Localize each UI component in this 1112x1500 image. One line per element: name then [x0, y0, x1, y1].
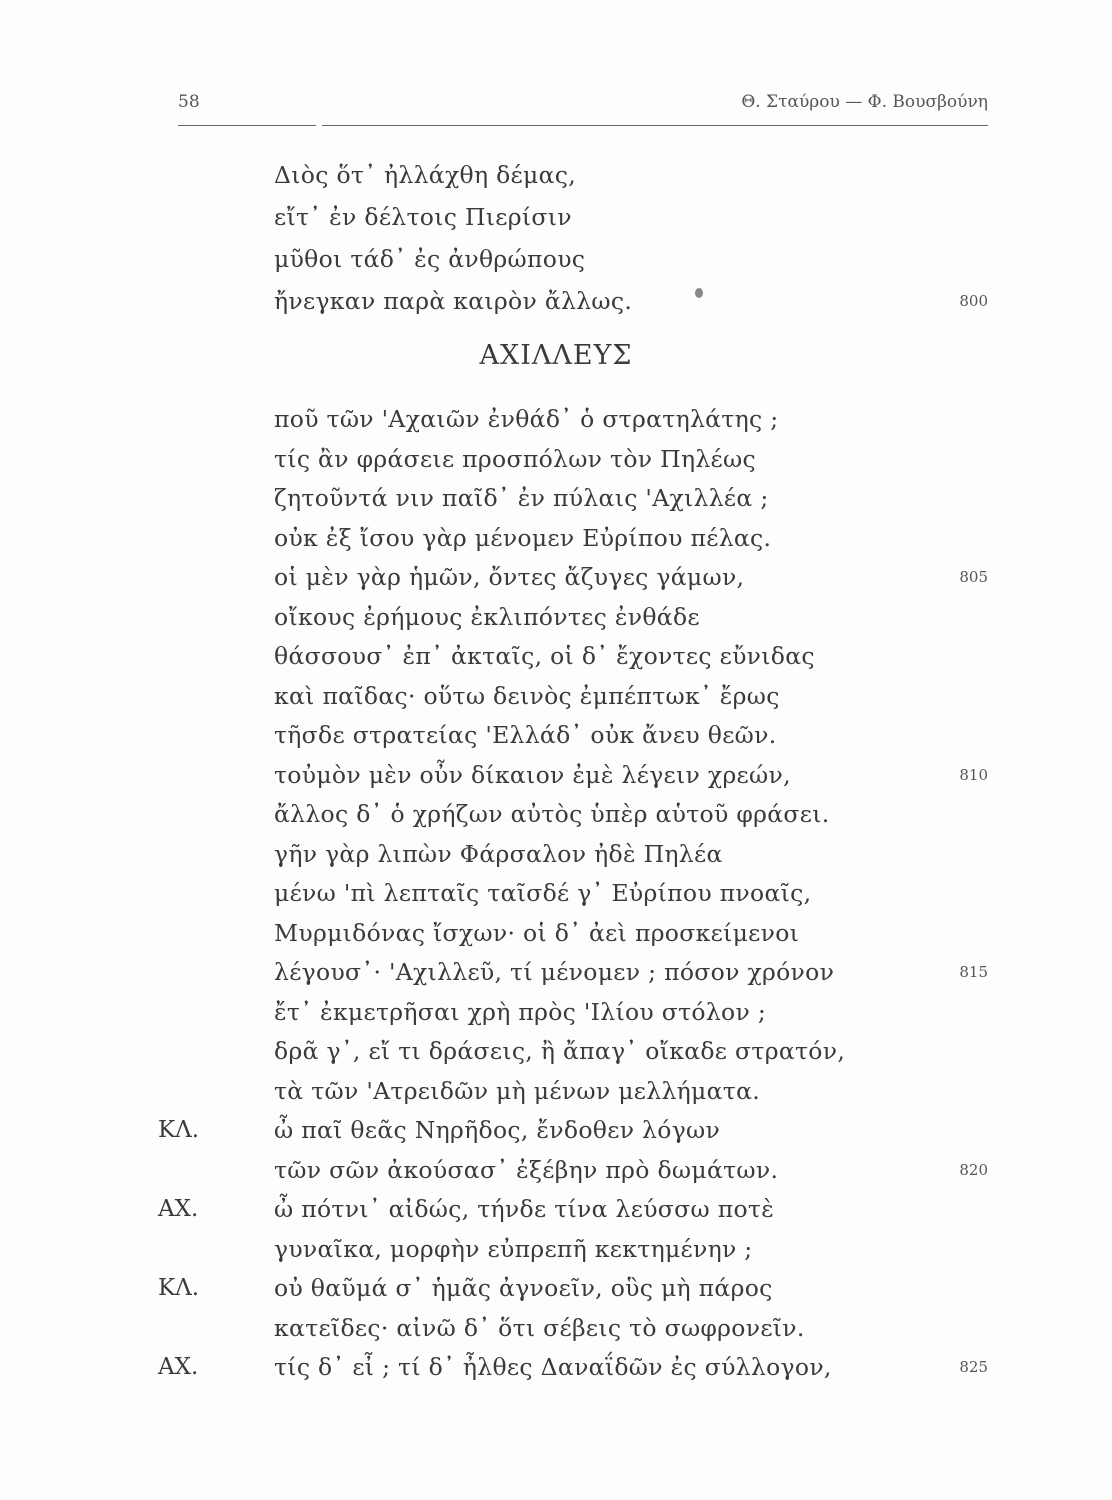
verse-line: ὦ παῖ θεᾶς Νηρῆδος, ἔνδοθεν λόγων: [274, 1116, 721, 1144]
verse-line: τοὐμὸν μὲν οὖν δίκαιον ἐμὲ λέγειν χρεών,: [274, 761, 791, 789]
verse-line: ζητοῦντά νιν παῖδ᾽ ἐν πύλαις 'Αχιλλέα ;: [274, 484, 769, 512]
speaker-label: ΚΛ.: [158, 1275, 200, 1301]
verse-line: κατεῖδες· αἰνῶ δ᾽ ὅτι σέβεις τὸ σωφρονεῖν.: [274, 1314, 805, 1342]
header-rule-left: [178, 125, 316, 126]
verse-line: δρᾶ γ᾽, εἴ τι δράσεις, ἢ ἄπαγ᾽ οἴκαδε στρατόν,: [274, 1037, 846, 1065]
verse-line: ἤνεγκαν παρὰ καιρὸν ἄλλως.: [274, 287, 633, 315]
verse-line: λέγουσ᾽· 'Αχιλλεῦ, τί μένομεν ; πόσον χρόνον: [274, 958, 835, 986]
running-author: Θ. Σταύρου — Φ. Βουσβούνη: [741, 92, 988, 112]
verse-line: γῆν γὰρ λιπὼν Φάρσαλον ἠδὲ Πηλέα: [274, 840, 723, 868]
verse-line: ὦ πότνι᾽ αἰδώς, τήνδε τίνα λεύσσω ποτὲ: [274, 1195, 775, 1223]
verse-line: τίς δ᾽ εἶ ; τί δ᾽ ἦλθες Δαναΐδῶν ἐς σύλλογον,: [274, 1353, 832, 1381]
verse-line: τῶν σῶν ἀκούσασ᾽ ἐξέβην πρὸ δωμάτων.: [274, 1156, 779, 1184]
page-number: 58: [178, 92, 200, 112]
verse-line: ἄλλος δ᾽ ὁ χρήζων αὐτὸς ὑπὲρ αὑτοῦ φράσει.: [274, 800, 830, 828]
verse-line: μῦθοι τάδ᾽ ἐς ἀνθρώπους: [274, 245, 586, 273]
verse-line: τὰ τῶν 'Ατρειδῶν μὴ μένων μελλήματα.: [274, 1077, 761, 1105]
header-rule-right: [322, 125, 988, 126]
verse-line: εἴτ᾽ ἐν δέλτοις Πιερίσιν: [274, 203, 572, 231]
line-number: 820: [959, 1161, 988, 1179]
line-number: 825: [959, 1358, 988, 1376]
verse-line: Μυρμιδόνας ἴσχων· οἱ δ᾽ ἀεὶ προσκείμενοι: [274, 919, 800, 947]
verse-line: οἴκους ἐρήμους ἐκλιπόντες ἐνθάδε: [274, 603, 700, 631]
line-number: 800: [959, 292, 988, 310]
speaker-label: ΑΧ.: [158, 1196, 199, 1222]
running-header: [178, 92, 988, 116]
verse-line: οὐ θαῦμά σ᾽ ἡμᾶς ἀγνοεῖν, οὓς μὴ πάρος: [274, 1274, 773, 1302]
speaker-label: ΚΛ.: [158, 1117, 200, 1143]
ink-speck: [695, 288, 703, 298]
verse-line: ἔτ᾽ ἐκμετρῆσαι χρὴ πρὸς 'Ιλίου στόλον ;: [274, 998, 767, 1026]
speaker-heading: ΑΧΙΛΛΕΥΣ: [479, 340, 633, 371]
verse-line: οὐκ ἐξ ἴσου γὰρ μένομεν Εὐρίπου πέλας.: [274, 524, 772, 552]
verse-line: ποῦ τῶν 'Αχαιῶν ἐνθάδ᾽ ὁ στρατηλάτης ;: [274, 405, 779, 433]
verse-line: καὶ παῖδας· οὕτω δεινὸς ἐμπέπτωκ᾽ ἔρως: [274, 682, 780, 710]
verse-line: τῆσδε στρατείας 'Ελλάδ᾽ οὐκ ἄνευ θεῶν.: [274, 721, 777, 749]
verse-line: γυναῖκα, μορφὴν εὐπρεπῆ κεκτημένην ;: [274, 1235, 753, 1263]
verse-line: τίς ἂν φράσειε προσπόλων τὸν Πηλέως: [274, 445, 756, 473]
line-number: 805: [959, 568, 988, 586]
speaker-label: ΑΧ.: [158, 1354, 199, 1380]
verse-line: οἱ μὲν γὰρ ἡμῶν, ὄντες ἄζυγες γάμων,: [274, 563, 745, 591]
verse-line: μένω 'πὶ λεπταῖς ταῖσδέ γ᾽ Εὐρίπου πνοαῖς,: [274, 879, 812, 907]
verse-line: θάσσουσ᾽ ἐπ᾽ ἀκταῖς, οἱ δ᾽ ἔχοντες εὔνιδας: [274, 642, 815, 670]
line-number: 810: [959, 766, 988, 784]
verse-line: Διὸς ὅτ᾽ ἠλλάχθη δέμας,: [274, 161, 577, 189]
line-number: 815: [959, 963, 988, 981]
